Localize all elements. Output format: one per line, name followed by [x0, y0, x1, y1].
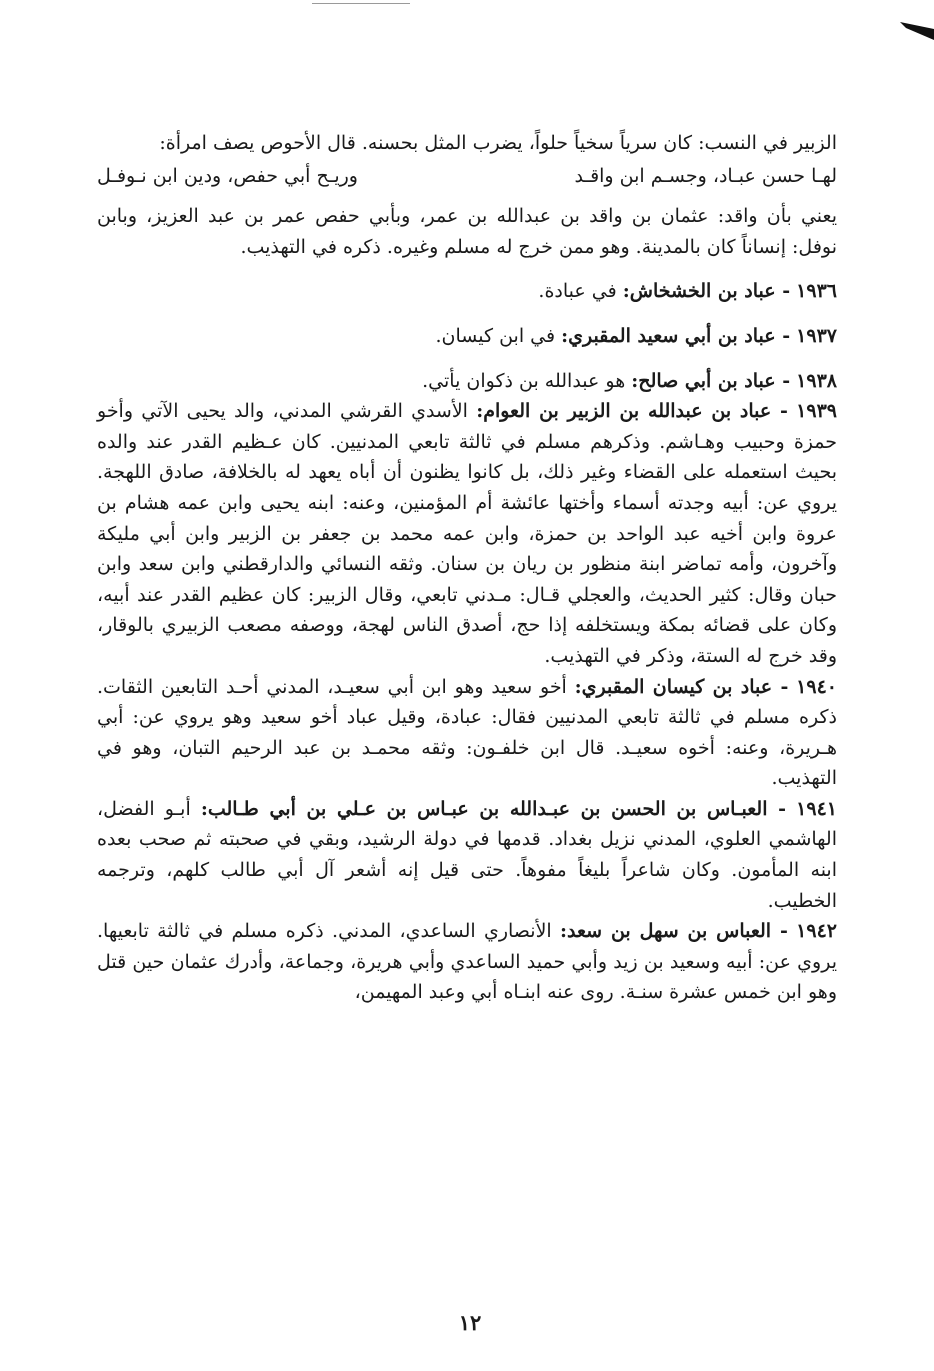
top-rule — [312, 3, 410, 4]
entry-text: في ابن كيسان. — [435, 324, 556, 347]
entry-number: ١٩٣٧ — [796, 324, 837, 347]
entry-name: عباد بن أبي صالح: — [631, 369, 776, 392]
entry-text: أبـو الفضل، الهاشمي العلوي، المدني نزيل بغداد. قدمها في دولة الرشيد، وبقي في صحبته ثم صحب بعده ابنه المأمون. وكان شاعراً بليغاً مفوهاً. حتى قيل إنه أشعر آل أبي طالب كلهم، وترجمه الخطيب. — [97, 797, 837, 912]
entry-text: الأسدي القرشي المدني، والد يحيى الآتي وأخو حمزة وحبيب وهـاشم. وذكرهم مسلم في ثالثة تابعي المدنيين. كان عـظيم القدر عند والده بحيث استعمله على القضاء وغير ذلك، بل كانوا يظنون أن أباه يعهد له بالخلافة، صادق اللهجة. يروي عن: أبيه وجدته أسماء وأختها عائشة أم المؤمنين، وعنه: ابنه يحيى وابن عمه هشام بن عروة وابن أخيه عبد الواحد بن حمزة، وابن عمه محمد بن جعفر بن الزبير وابن أبي مليكة وآخرون، وأمه تماضر ابنة منظور بن ريان بن سنان. وثقه النسائي والدارقطني وابن سعد وابن حبان وقال: كثير الحديث، والعجلي قـال: مـدني تابعي، وقال الزبير: كان عظيم القدر عند أبيه، وكان على قضائه بمكة ويستخلفه إذا حج، أصدق الناس لهجة، ووصفه مصعب الزبيري بالوقار، وقد خرج له الستة، وذكر في التهذيب. — [97, 400, 838, 667]
entry-name: عباد بن كيسان المقبري: — [574, 675, 773, 698]
entry-number: ١٩٣٨ — [796, 369, 837, 392]
verse-hemistich-left: وريـح أبي حفص، ودين ابن نـوفـل — [97, 164, 358, 187]
opening-line: الزبير في النسب: كان سرياً سخياً حلواً، يضرب المثل بحسنه. قال الأحوص يصف امرأة: — [159, 132, 837, 154]
entry-number: ١٩٣٦ — [796, 280, 837, 303]
entry-1937: ١٩٣٧ - عباد بن أبي سعيد المقبري: في ابن كيسان. — [435, 324, 837, 347]
page-body — [97, 128, 837, 1008]
entry-name: عباد بن أبي سعيد المقبري: — [561, 324, 776, 347]
entry-1939: ١٩٣٩ - عباد بن عبدالله بن الزبير بن العوام: الأسدي القرشي المدني، والد يحيى الآتي وأخو حمزة وحبيب وهـاشم. وذكرهم مسلم في ثالثة تابعي المدنيين. كان عـظيم القدر عند والده بحيث استعمله على القضاء وغير ذلك، بل كانوا يظنون أن أباه يعهد له بالخلافة، صادق اللهجة. يروي عن: أبيه وجدته أسماء وأختها عائشة أم المؤمنين، وعنه: ابنه يحيى وابن عمه هشام بن عروة وابن أخيه عبد الواحد بن حمزة، وابن عمه محمد بن جعفر بن الزبير وابن أبي مليكة وآخرون، وأمه تماضر ابنة منظور بن ريان بن سنان. وثقه النسائي والدارقطني وابن سعد وابن حبان وقال: كثير الحديث، والعجلي قـال: مـدني تابعي، وقال الزبير: كان عظيم القدر عند أبيه، وكان على قضائه بمكة ويستخلفه إذا حج، أصدق الناس لهجة، ووصفه مصعب الزبيري بالوقار، وقد خرج له الستة، وذكر في التهذيب. — [97, 400, 838, 667]
verse-hemistich-right: لهـا حسن عبـاد، وجسـم ابن واقـد — [574, 164, 837, 187]
entry-name: العبـاس بن الحسن بن عبـدالله بن عبـاس بن عـلي بن أبي طـالب: — [200, 797, 768, 820]
entry-number: ١٩٣٩ — [796, 400, 837, 423]
entry-1940: ١٩٤٠ - عباد بن كيسان المقبري: أخو سعيد وهو ابن أبي سعيـد، المدني أحـد التابعين الثقات. ذكره مسلم في ثالثة تابعي المدنيين فقال: عبادة، وقيل عباد أخو سعيد وهو يروي عن: أبي هـريرة، وعنه: أخوه سعيـد. قال ابن خلفـون: وثقه محمـد بن عبد الرحيم التبان، وهو في التهذيب. — [97, 675, 837, 790]
page-number: ١٢ — [458, 1310, 482, 1335]
entry-1941: ١٩٤١ - العبـاس بن الحسن بن عبـدالله بن عبـاس بن عـلي بن أبي طـالب: أبـو الفضل، الهاشمي العلوي، المدني نزيل بغداد. قدمها في دولة الرشيد، وبقي في صحبته ثم صحب بعده ابنه المأمون. وكان شاعراً بليغاً مفوهاً. حتى قيل إنه أشعر آل أبي طالب كلهم، وترجمه الخطيب. — [97, 797, 837, 912]
entry-1936: ١٩٣٦ - عباد بن الخشخاش: في عبادة. — [538, 280, 837, 303]
entry-name: العباس بن سهل بن سعد: — [560, 920, 772, 943]
entry-number: ١٩٤٠ — [796, 675, 837, 698]
corner-arrow-mark — [900, 18, 934, 40]
entry-number: ١٩٤١ — [796, 797, 837, 820]
entry-1942: ١٩٤٢ - العباس بن سهل بن سعد: الأنصاري الساعدي، المدني. ذكره مسلم في ثالثة تابعيها. يروي عن: أبيه وسعيد بن زيد وأبي حميد الساعدي وأبي هريرة، وجماعة، وأدرك عثمان حين قتل وهو ابن خمس عشرة سنـة. روى عنه ابنـاه أبي وعبد المهيمن، — [97, 920, 837, 1004]
entry-number: ١٩٤٢ — [796, 920, 837, 943]
entry-name: عباد بن الخشخاش: — [622, 280, 776, 303]
verse — [97, 161, 837, 192]
entry-text: الأنصاري الساعدي، المدني. ذكره مسلم في ثالثة تابعيها. يروي عن: أبيه وسعيد بن زيد وأبي حميد الساعدي وأبي هريرة، وجماعة، وأدرك عثمان حين قتل وهو ابن خمس عشرة سنـة. روى عنه ابنـاه أبي وعبد المهيمن، — [97, 920, 837, 1004]
entry-name: عباد بن عبدالله بن الزبير بن العوام: — [476, 400, 772, 423]
entry-text: هو عبدالله بن ذكوان يأتي. — [422, 369, 626, 392]
gloss-paragraph: يعني بأن واقد: عثمان بن واقد بن عبدالله بن عمر، وبأبي حفص عمر بن عبد العزيز، وبابن نوفل: إنساناً كان بالمدينة. وهو ممن خرج له مسلم وغيره. ذكره في التهذيب. — [97, 205, 837, 258]
entry-text: في عبادة. — [538, 280, 617, 303]
entry-text: أخو سعيد وهو ابن أبي سعيـد، المدني أحـد التابعين الثقات. ذكره مسلم في ثالثة تابعي المدنيين فقال: عبادة، وقيل عباد أخو سعيد وهو يروي عن: أبي هـريرة، وعنه: أخوه سعيـد. قال ابن خلفـون: وثقه محمـد بن عبد الرحيم التبان، وهو في التهذيب. — [97, 675, 837, 790]
entry-1938: ١٩٣٨ - عباد بن أبي صالح: هو عبدالله بن ذكوان يأتي. — [422, 369, 837, 392]
